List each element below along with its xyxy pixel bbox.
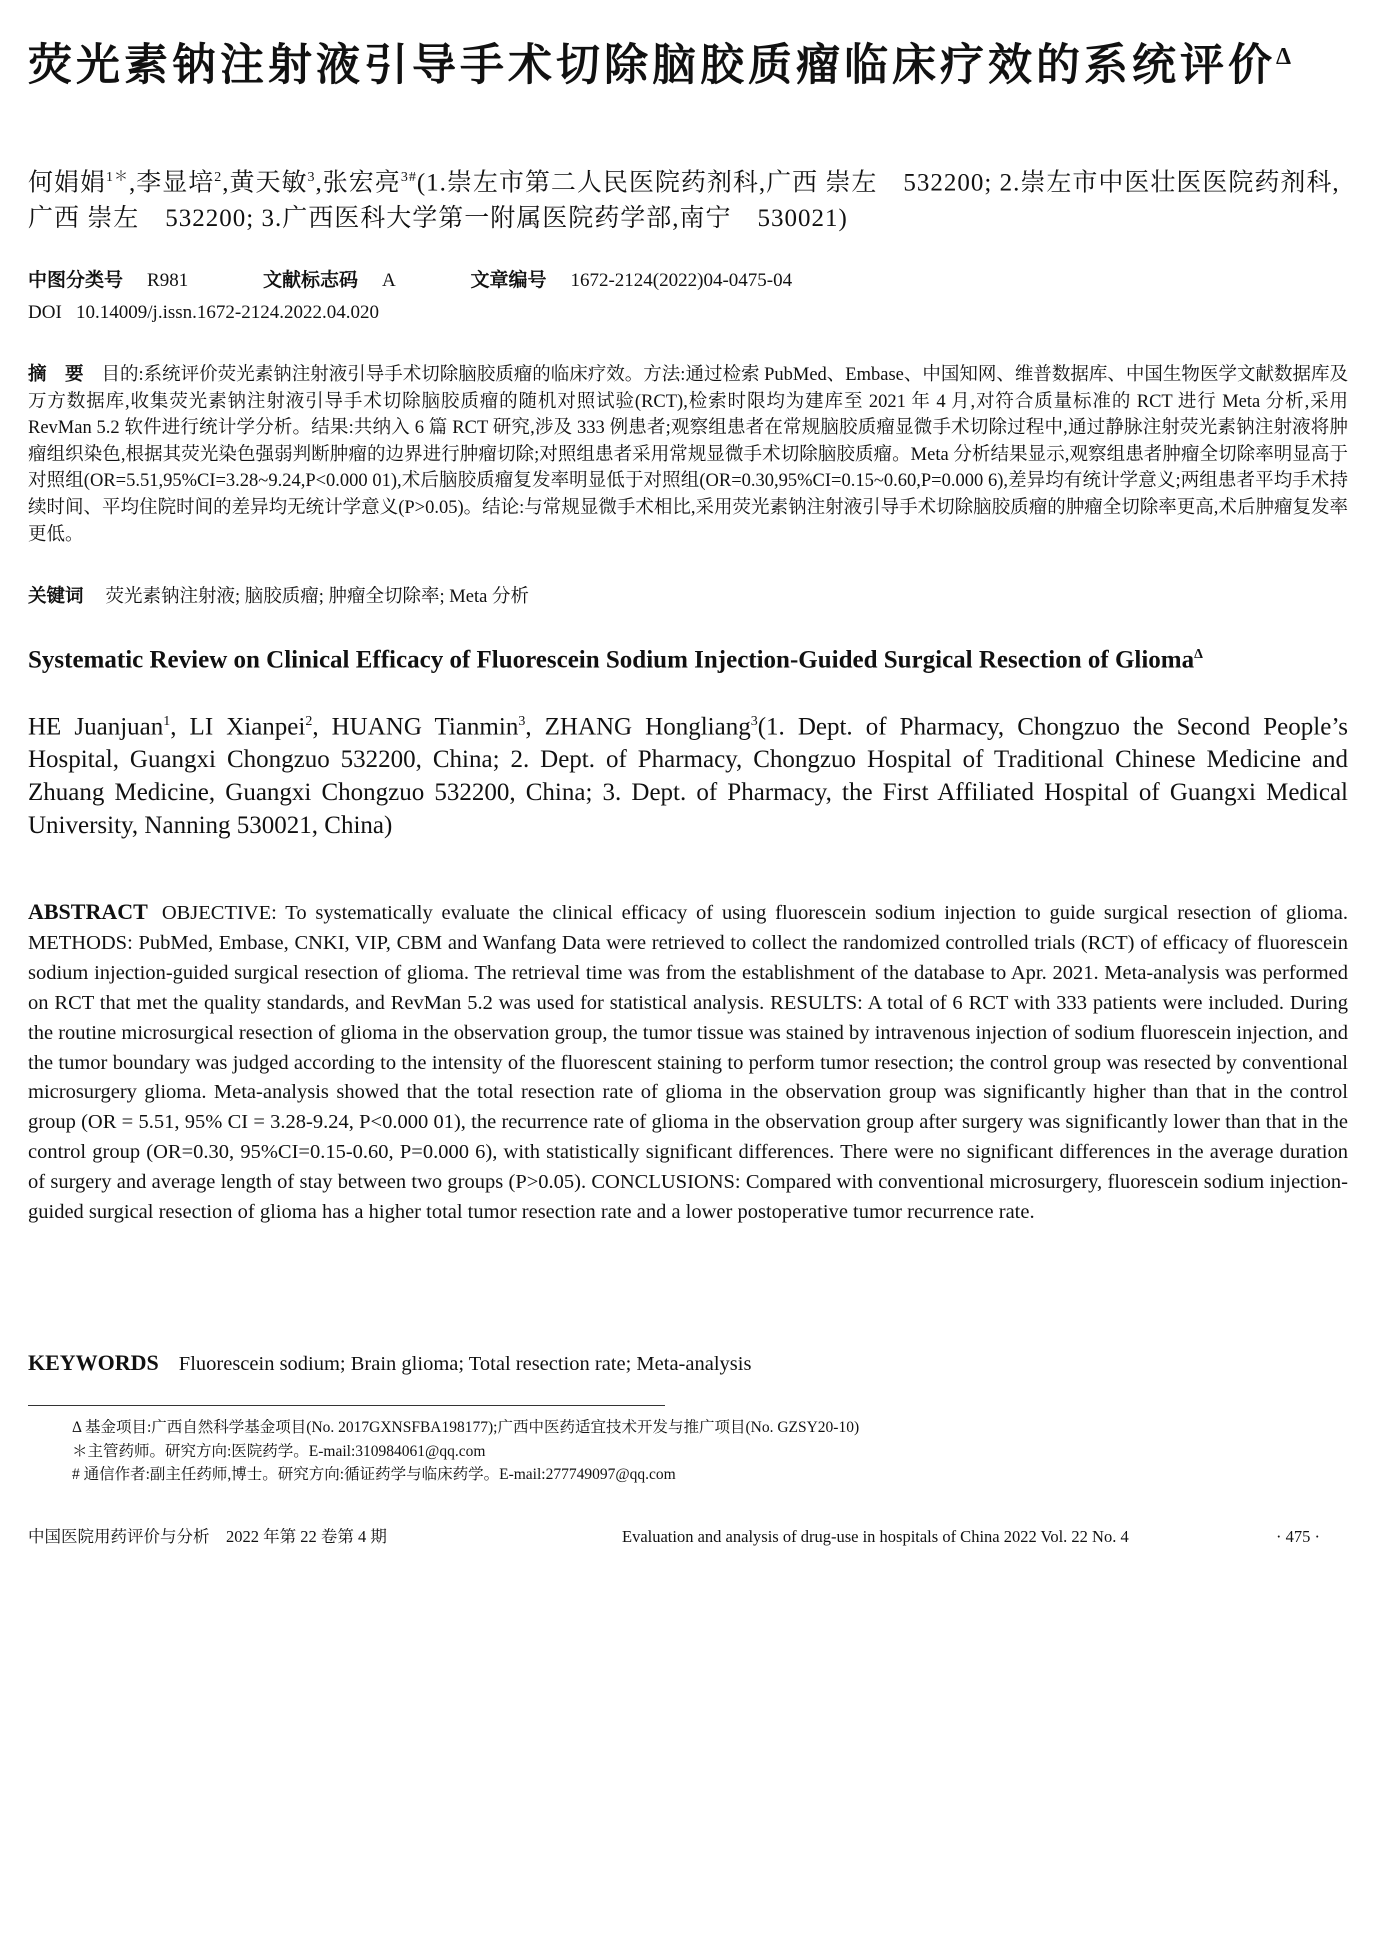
- doi-value: 10.14009/j.issn.1672-2124.2022.04.020: [76, 302, 379, 323]
- keywords-cn-text: 荧光素钠注射液; 脑胶质瘤; 肿瘤全切除率; Meta 分析: [105, 587, 529, 607]
- abstract-en-label: ABSTRACT: [28, 899, 148, 924]
- article-no-value: 1672-2124(2022)04-0475-04: [570, 270, 793, 291]
- authors-cn: [28, 160, 1348, 237]
- keywords-en: [28, 1348, 1348, 1379]
- author: 何娟娟: [28, 169, 107, 197]
- english-title-text: Systematic Review on Clinical Efficacy of Fluorescein Sodium Injection-Guided Surgical Resection of Glioma: [28, 646, 1195, 674]
- affiliations-cn: (1.崇左市第二人民医院药剂科,广西 崇左 532200; 2.崇左市中医壮医医院药剂科,广西 崇左 532200; 3.广西医科大学第一附属医院药学部,南宁 530021): [28, 169, 1340, 233]
- article-no-label: 文章编号: [470, 270, 547, 291]
- author: ,李显培: [129, 169, 215, 197]
- author-sup: 3: [307, 170, 316, 185]
- footer-journal-en: Evaluation and analysis of drug-use in hospitals of China 2022 Vol. 22 No. 4: [622, 1527, 1129, 1546]
- footnote-divider: [28, 1405, 665, 1406]
- author: HE Juanjuan: [28, 713, 164, 741]
- article-title: [28, 22, 1348, 101]
- funding-mark: Δ: [1276, 44, 1296, 70]
- clc-label: 中图分类号: [28, 270, 124, 291]
- doc-code-label: 文献标志码: [262, 270, 358, 291]
- author-sup: 1: [163, 714, 171, 729]
- abstract-cn: [28, 362, 1348, 548]
- author-sup: 3: [750, 714, 758, 729]
- keywords-cn-label: 关键词: [28, 587, 84, 607]
- author-sup: 2: [305, 714, 313, 729]
- footnote-corresponding: # 通信作者:副主任药师,博士。研究方向:循证药学与临床药学。E-mail:277749097@qq.com: [72, 1466, 676, 1483]
- author: , LI Xianpei: [170, 713, 306, 741]
- keywords-cn: [28, 584, 1348, 610]
- keywords-en-text: Fluorescein sodium; Brain glioma; Total resection rate; Meta-analysis: [178, 1353, 752, 1375]
- doc-code-value: A: [381, 270, 396, 291]
- affiliations-en: (1. Dept. of Pharmacy, Chongzuo the Second People’s Hospital, Guangxi Chongzuo 532200, China; 2. Dept. of Pharmacy, Chongzuo Hospital of Traditional Chinese Medicine and Zhuang Medicine, Guangxi Chongzuo 532200, China; 3. Dept. of Pharmacy, the First Affiliated Hospital of Guangxi Medical University, Nanning 530021, China): [28, 713, 1348, 840]
- author-sup: 1＊: [106, 170, 130, 185]
- title-text: 荧光素钠注射液引导手术切除脑胶质瘤临床疗效的系统评价: [28, 40, 1276, 90]
- clc-value: R981: [147, 270, 189, 291]
- abstract-en: [28, 897, 1348, 1228]
- footnote-funding: Δ 基金项目:广西自然科学基金项目(No. 2017GXNSFBA198177);广西中医药适宜技术开发与推广项目(No. GZSY20-10): [72, 1419, 860, 1436]
- abstract-cn-label: 摘 要: [28, 365, 84, 385]
- english-title: [28, 638, 1348, 677]
- author-sup: 3#: [400, 170, 417, 185]
- author: ,张宏亮: [315, 169, 401, 197]
- abstract-cn-text: 目的:系统评价荧光素钠注射液引导手术切除脑胶质瘤的临床疗效。方法:通过检索 PubMed、Embase、中国知网、维普数据库、中国生物医学文献数据库及万方数据库,收集荧光素钠注射液引导手术切除脑胶质瘤的随机对照试验(RCT),检索时限均为建库至 2021 年 4 月,对符合质量标准的 RCT 进行 Meta 分析,采用 RevMan 5.2 软件进行统计学分析。结果:共纳入 6 篇 RCT 研究,涉及 333 例患者;观察组患者在常规脑胶质瘤显微手术切除过程中,通过静脉注射荧光素钠注射液将肿瘤组织染色,根据其荧光染色强弱判断肿瘤的边界进行肿瘤切除;对照组患者采用常规显微手术切除脑胶质瘤。Meta 分析结果显示,观察组患者肿瘤全切除率明显高于对照组(OR=5.51,95%CI=3.28~9.24,P<0.000 01),术后脑胶质瘤复发率明显低于对照组(OR=0.30,95%CI=0.15~0.60,P=0.000 6),差异均有统计学意义;两组患者平均手术持续时间、平均住院时间的差异均无统计学意义(P>0.05)。结论:与常规显微手术相比,采用荧光素钠注射液引导手术切除脑胶质瘤的肿瘤全切除率更高,术后肿瘤复发率更低。: [28, 365, 1348, 545]
- author: , ZHANG Hongliang: [525, 713, 751, 741]
- classification-line: [28, 268, 1348, 294]
- author: ,黄天敏: [222, 169, 308, 197]
- abstract-en-text: OBJECTIVE: To systematically evaluate the clinical efficacy of using fluorescein sodium injection to guide surgical resection of glioma. METHODS: PubMed, Embase, CNKI, VIP, CBM and Wanfang Data were retrieved to collect the randomized controlled trials (RCT) of efficacy of fluorescein sodium injection-guided surgical resection of glioma. The retrieval time was from the establishment of the database to Apr. 2021. Meta-analysis was performed on RCT that met the quality standards, and RevMan 5.2 was used for statistical analysis. RESULTS: A total of 6 RCT with 333 patients were included. During the routine microsurgical resection of glioma in the observation group, the tumor tissue was stained by intravenous injection of sodium fluorescein injection, and the tumor boundary was judged according to the intensity of the fluorescent staining to perform tumor resection; the control group was resected by conventional microsurgery glioma. Meta-analysis showed that the total resection rate of glioma in the observation group was significantly higher than that in the control group (OR = 5.51, 95% CI = 3.28-9.24, P<0.000 01), the recurrence rate of glioma in the observation group after surgery was significantly lower than that in the control group (OR=0.30, 95%CI=0.15-0.60, P=0.000 6), with statistically significant differences. There were no significant differences in the average duration of surgery and average length of stay between two groups (P>0.05). CONCLUSIONS: Compared with conventional microsurgery, fluorescein sodium injection-guided surgical resection of glioma has a higher total tumor resection rate and a lower postoperative tumor recurrence rate.: [28, 902, 1348, 1224]
- footnote-first-author: ＊主管药师。研究方向:医院药学。E-mail:310984061@qq.com: [72, 1443, 486, 1460]
- doi-line: [28, 300, 1348, 326]
- page-number: · 475 ·: [1276, 1527, 1320, 1546]
- doi-label: DOI: [28, 302, 62, 323]
- authors-en: [28, 705, 1348, 842]
- author-sup: 3: [518, 714, 526, 729]
- author-sup: 2: [214, 170, 223, 185]
- footer-journal-cn: 中国医院用药评价与分析 2022 年第 22 卷第 4 期: [28, 1527, 387, 1546]
- keywords-en-label: KEYWORDS: [28, 1350, 159, 1375]
- author: , HUANG Tianmin: [312, 713, 519, 741]
- funding-mark: Δ: [1194, 647, 1203, 662]
